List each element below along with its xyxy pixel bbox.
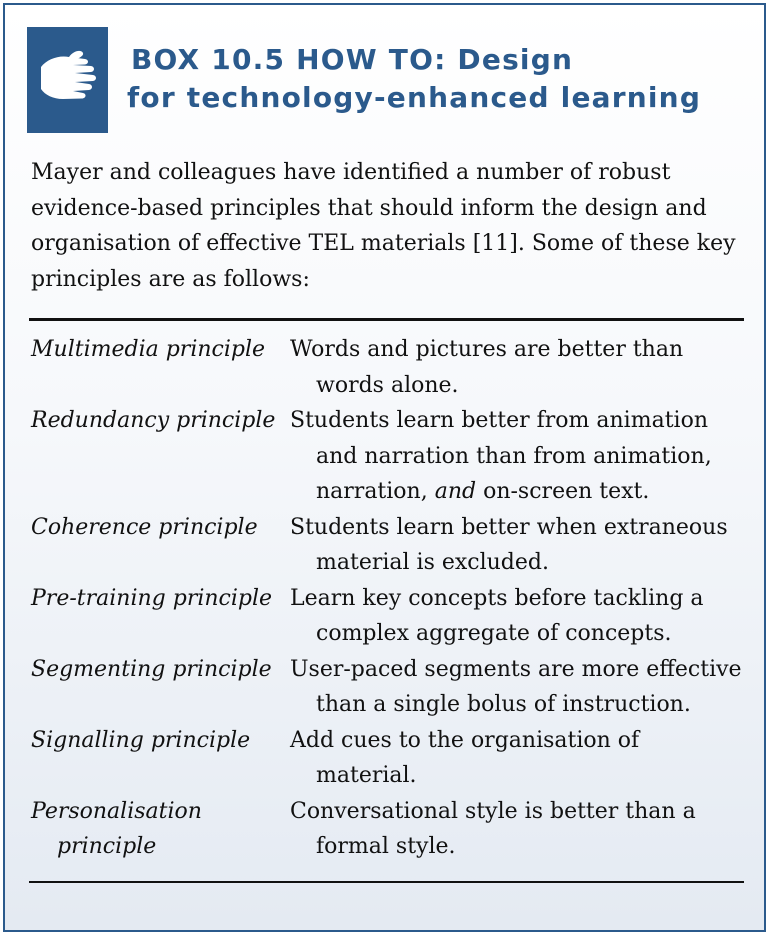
principle-definition: Learn key concepts before tackling a complex aggregate of concepts.: [290, 585, 704, 646]
box-title: [127, 41, 701, 117]
principle-term: Pre-training principle: [31, 585, 273, 611]
table-row: [31, 794, 743, 865]
table-row: [31, 652, 743, 723]
principle-term: [31, 794, 290, 865]
table-row: [31, 723, 743, 794]
principle-term: Redundancy principle: [31, 408, 276, 433]
table-row: [31, 403, 743, 510]
principle-term: Multimedia principle: [31, 337, 266, 362]
principle-term-line-2: principle: [57, 834, 157, 859]
title-line-1: BOX 10.5 HOW TO: Design: [131, 43, 574, 76]
intro-paragraph: Mayer and colleagues have identified a number of robust evidence-based principles that should inform the design and organisation of effective TEL materials [11]. Some of these key principles are as follows:: [31, 160, 736, 292]
table-top-rule: [29, 318, 744, 321]
principle-term: Coherence principle: [31, 514, 258, 540]
principle-definition: Add cues to the organisation of material.: [290, 727, 640, 788]
definition-part: on-screen text.: [476, 479, 650, 504]
title-line-2: for technology-enhanced learning: [127, 81, 702, 114]
how-to-box: [3, 3, 766, 932]
principle-definition: User-paced segments are more effective than a single bolus of instruction.: [290, 656, 742, 717]
principle-term: Segmenting principle: [31, 656, 272, 682]
table-row: [31, 332, 743, 403]
principle-definition: Students learn better when extraneous material is excluded.: [290, 514, 728, 575]
definition-emphasis: and: [434, 479, 477, 504]
principle-term-line-1: Personalisation: [31, 798, 202, 824]
icon-block: [27, 27, 108, 133]
hand-icon: [33, 49, 103, 109]
principles-table: [31, 332, 743, 865]
table-row: [31, 581, 743, 652]
principle-definition: [290, 403, 743, 510]
definition-part: Students learn better from animation and narration than from animation, narration,: [290, 408, 712, 504]
principle-term: Signalling principle: [31, 727, 251, 753]
table-row: [31, 510, 743, 581]
principle-definition: Words and pictures are better than words alone.: [290, 337, 684, 398]
table-bottom-rule: [29, 881, 744, 883]
principle-definition: Conversational style is better than a formal style.: [290, 798, 696, 859]
